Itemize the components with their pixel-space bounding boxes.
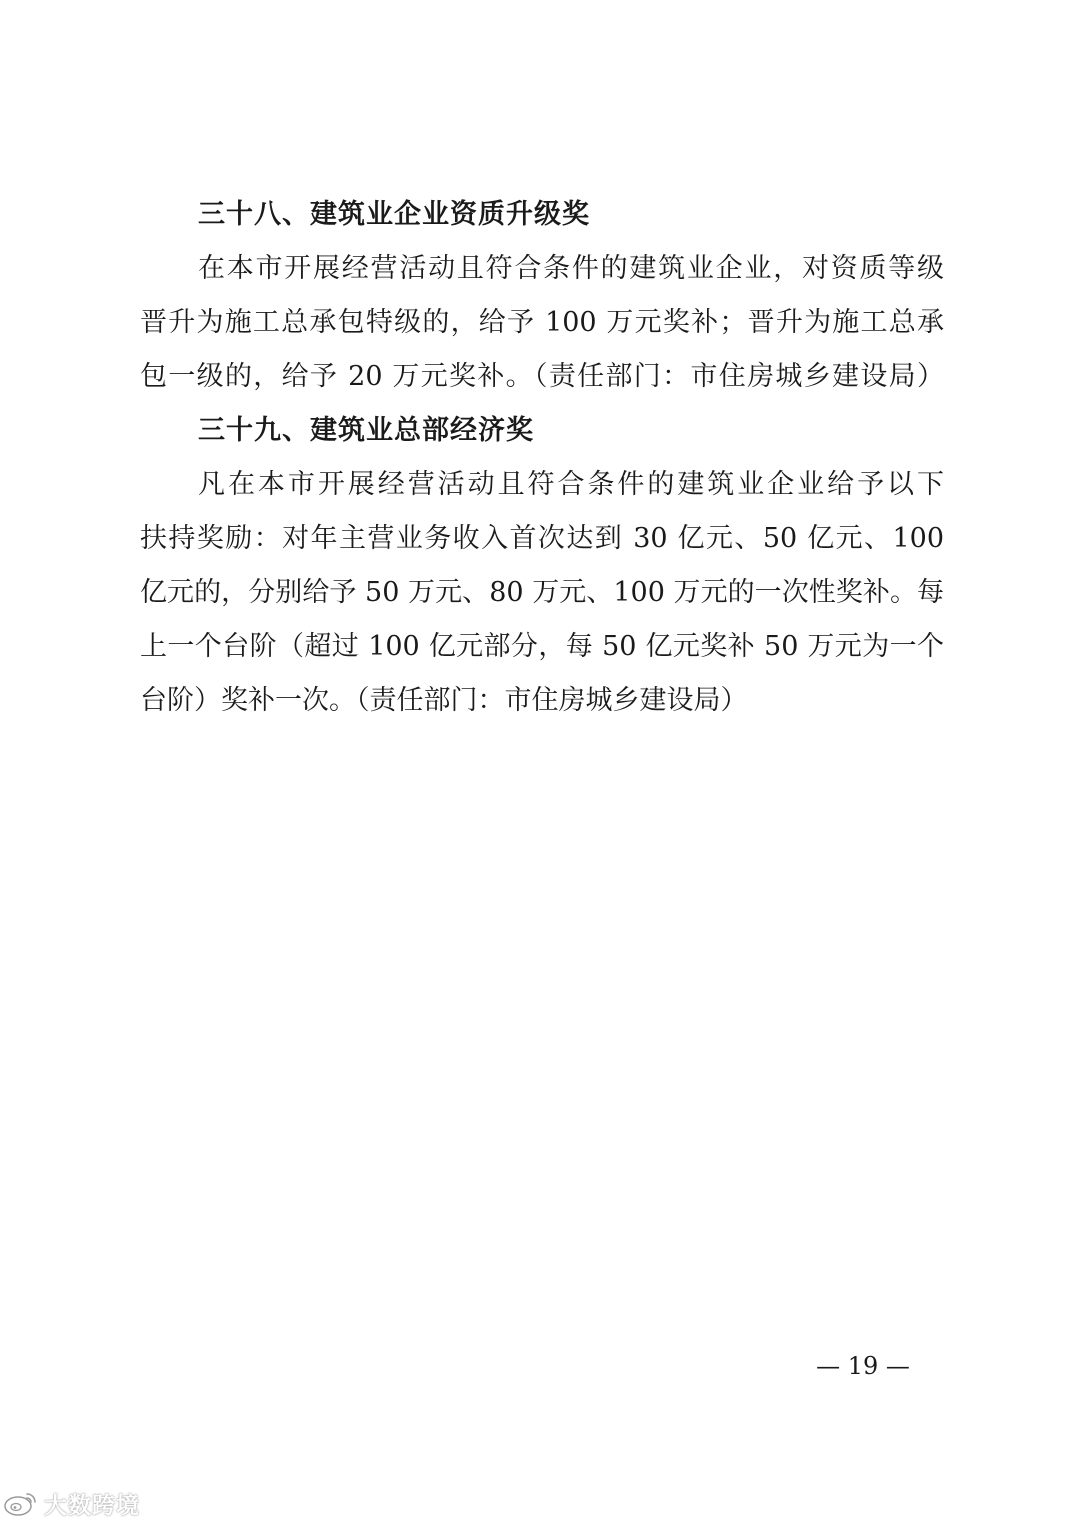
section-paragraph-38 bbox=[140, 242, 944, 404]
paragraph-line: 在本市开展经营活动且符合条件的建筑业企业，对资质等级 bbox=[198, 253, 944, 284]
section-paragraph-39 bbox=[140, 458, 944, 728]
paragraph-line: 扶持奖励：对年主营业务收入首次达到 30 亿元、50 亿元、100 bbox=[140, 523, 944, 554]
section-heading-38: 三十八、建筑业企业资质升级奖 bbox=[198, 199, 590, 230]
document-body bbox=[140, 188, 944, 728]
paragraph-line: 亿元的，分别给予 50 万元、80 万元、100 万元的一次性奖补。每 bbox=[140, 577, 944, 608]
watermark bbox=[2, 1486, 140, 1520]
paragraph-line: 凡在本市开展经营活动且符合条件的建筑业企业给予以下 bbox=[198, 469, 944, 500]
weibo-logo-icon bbox=[2, 1488, 40, 1518]
page-number: — 19 — bbox=[816, 1352, 910, 1380]
section-heading-39: 三十九、建筑业总部经济奖 bbox=[198, 415, 534, 446]
paragraph-line: 上一个台阶（超过 100 亿元部分，每 50 亿元奖补 50 万元为一个 bbox=[140, 631, 944, 662]
watermark-text: 大数跨境 bbox=[44, 1492, 140, 1519]
paragraph-line: 包一级的，给予 20 万元奖补。（责任部门：市住房城乡建设局） bbox=[140, 361, 944, 392]
paragraph-line: 晋升为施工总承包特级的，给予 100 万元奖补；晋升为施工总承 bbox=[140, 307, 944, 338]
paragraph-line: 台阶）奖补一次。（责任部门：市住房城乡建设局） bbox=[140, 685, 748, 716]
